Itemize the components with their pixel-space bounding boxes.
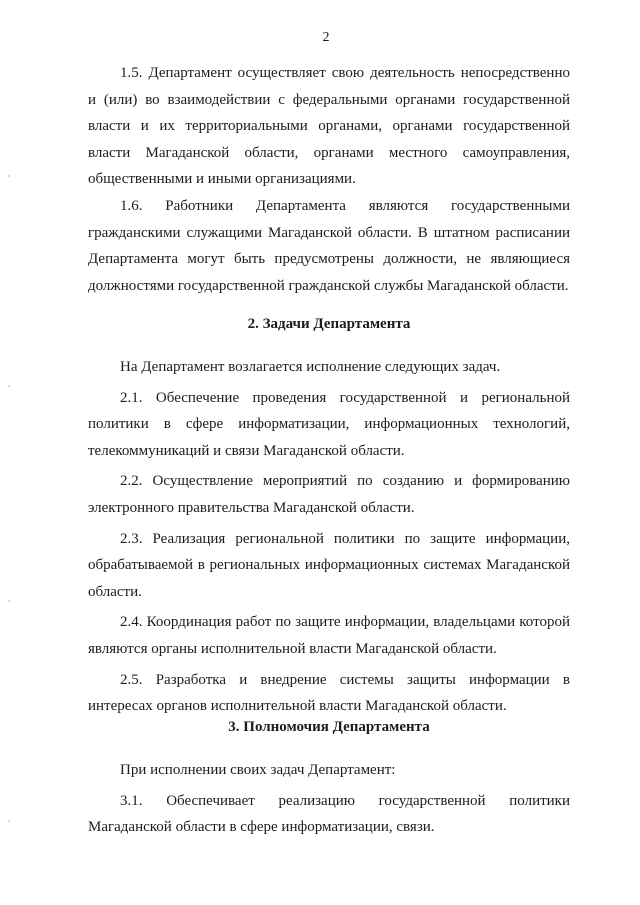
paragraph-2-4: 2.4. Координация работ по защите информации, владельцами которой являются органы исполнительной власти Магаданской области.	[88, 614, 570, 657]
scan-artifact	[8, 385, 10, 387]
paragraph-2-1: 2.1. Обеспечение проведения государственной и региональной политики в сфере информатизации, информационных технологий, телекоммуникаций и связи Магаданской области.	[88, 389, 570, 459]
section-2-heading: 2. Задачи Департамента	[247, 316, 411, 332]
section-3-intro: При исполнении своих задач Департамент:	[120, 762, 396, 778]
paragraph-2-2: 2.2. Осуществление мероприятий по созданию и формированию электронного правительства Магаданской области.	[88, 473, 570, 516]
scan-artifact	[8, 175, 10, 177]
section-1-continuation	[88, 60, 570, 299]
paragraph-3-1: 3.1. Обеспечивает реализацию государственной политики Магаданской области в сфере информатизации, связи.	[88, 792, 570, 836]
paragraph-2-3: 2.3. Реализация региональной политики по защите информации, обрабатываемой в региональных информационных системах Магаданской области.	[88, 530, 570, 600]
paragraph-1-5: 1.5. Департамент осуществляет свою деятельность непосредственно и (или) во взаимодействии с федеральными органами государственной власти и их территориальными органами, органами государственной власти Магаданской области, органами местного самоуправления, общественными и иными организациями.	[88, 65, 570, 188]
section-3-body	[88, 757, 570, 841]
scan-artifact	[8, 600, 10, 602]
scan-artifact	[8, 820, 10, 822]
section-2-intro: На Департамент возлагается исполнение следующих задач.	[120, 359, 501, 375]
page-number: 2	[322, 30, 330, 45]
paragraph-2-5: 2.5. Разработка и внедрение системы защиты информации в интересах органов исполнительной власти Магаданской области.	[88, 671, 570, 715]
paragraph-1-6: 1.6. Работники Департамента являются государственными гражданскими служащими Магаданской области. В штатном расписании Департамента могут быть предусмотрены должности, не являющиеся должностями государственной гражданской службы Магаданской области.	[88, 197, 570, 294]
section-2-body	[88, 354, 570, 720]
section-3-heading: 3. Полномочия Департамента	[228, 719, 430, 735]
